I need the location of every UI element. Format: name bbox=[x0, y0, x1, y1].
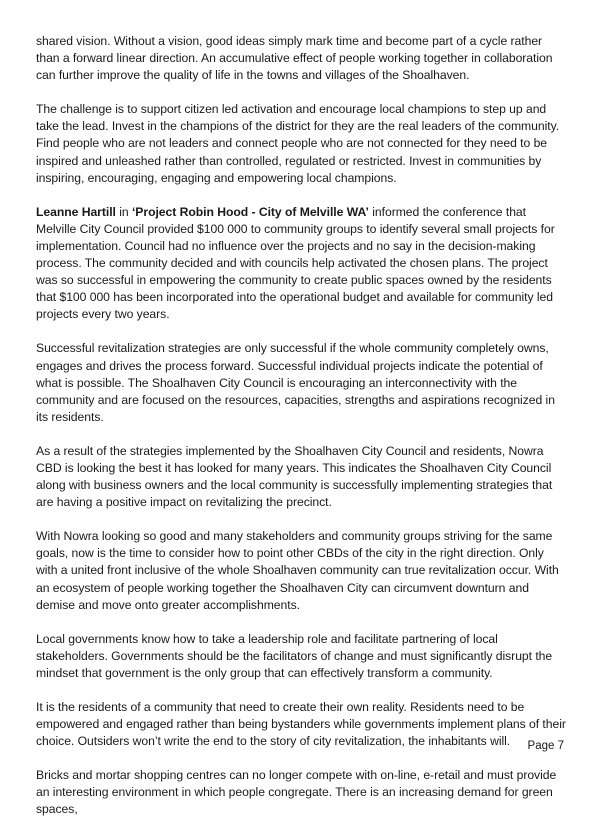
paragraph-shared-vision: shared vision. Without a vision, good ideas simply mark time and become part of a cycle rather than a forward linear direction. An accumulative effect of people working together in collaboration can further improve the quality of life in the towns and villages of the Shoalhaven. bbox=[36, 34, 553, 83]
page-number: Page 7 bbox=[527, 740, 564, 752]
paragraph-rest: informed the conference that Melville City Council provided $100 000 to community groups to identify several small projects for implementation. Council had no influence over the projects and no say in the decision-making process. The community decided and with councils help activated the chosen plans. The project was so successful in empowering the community to create public spaces owned by the residents that $100 000 has been incorporated into the operational budget and available for community led projects every two years. bbox=[36, 204, 555, 322]
paragraph-shopping-centres: Bricks and mortar shopping centres can no longer compete with on-line, e-retail and must provide an interesting environment in which people congregate. There is an increasing demand for green spaces, bbox=[36, 768, 557, 817]
paragraph-nowra-results: As a result of the strategies implemented by the Shoalhaven City Council and residents, Nowra CBD is looking the best it has looked for many years. This indicates the Shoalhaven City Council along with business owners and the local community is successfully implementing strategies that are having a positive impact on revitalizing the precinct. bbox=[36, 443, 553, 510]
connector-text: in bbox=[115, 204, 132, 219]
page-body bbox=[36, 33, 566, 836]
paragraph-successful-strategies: Successful revitalization strategies are only successful if the whole community completely owns, engages and drives the process forward. Successful individual projects indicate the potential of what is possible. The Shoalhaven City Council is encouraging an interconnectivity with the community and are focused on the resources, capacities, strengths and aspirations recognized in its residents. bbox=[36, 341, 555, 424]
paragraph-project-robin-hood bbox=[36, 204, 566, 324]
paragraph-challenge: The challenge is to support citizen led activation and encourage local champions to step up and take the lead. Invest in the champions of the district for they are the real leaders of the community. Find people who are not leaders and connect people who are not connected for they need to be inspired and unleashed rather than controlled, regulated or restricted. Invest in communities by inspiring, encouraging, engaging and empowering local champions. bbox=[36, 102, 560, 185]
paragraph-other-cbds: With Nowra looking so good and many stakeholders and community groups striving for the same goals, now is the time to consider how to point other CBDs of the city in the right direction. Only with a united front inclusive of the whole Shoalhaven community can true revitalization occur. With an ecosystem of people working together the Shoalhaven City can circumvent downturn and demise and move onto greater accomplishments. bbox=[36, 529, 559, 612]
project-title: ‘Project Robin Hood - City of Melville WA’ bbox=[131, 204, 369, 219]
paragraph-residents: It is the residents of a community that need to create their own reality. Residents need to be empowered and engaged rather than being bystanders while governments implement plans of their choice. Outsiders won’t write the end to the story of city revitalization, the inhabitants will. bbox=[36, 700, 566, 749]
paragraph-local-governments: Local governments know how to take a leadership role and facilitate partnering of local stakeholders. Governments should be the facilitators of change and must significantly disrupt the mindset that government is the only group that can effectively transform a community. bbox=[36, 631, 553, 680]
speaker-name: Leanne Hartill bbox=[36, 204, 116, 219]
